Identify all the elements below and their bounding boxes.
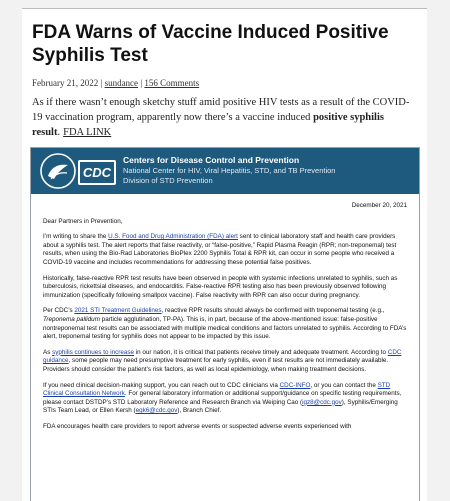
fda-alert-link[interactable]: U.S. Food and Drug Administration (FDA) alert	[108, 233, 238, 241]
text: If you need clinical decision-making support, you can reach out to CDC clinicians via	[43, 381, 280, 389]
cdc-guidance-link[interactable]: CDC guidance	[43, 348, 402, 365]
article-intro	[32, 95, 417, 140]
banner-division: Division of STD Prevention	[123, 176, 213, 185]
text: As	[43, 348, 53, 356]
fda-link[interactable]: FDA LINK	[63, 127, 112, 138]
text: in our nation, it is critical that patients receive timely and adequate treatment. According to	[134, 348, 388, 356]
text: I’m writing to share the	[43, 233, 109, 241]
letter-paragraph-4	[43, 349, 407, 375]
letter-paragraph-1	[43, 233, 407, 267]
meta-separator: |	[100, 78, 103, 88]
article-title: FDA Warns of Vaccine Induced Positive Syphilis Test	[32, 22, 389, 66]
text: ), Branch Chief.	[177, 407, 222, 415]
banner-center: National Center for HIV, Viral Hepatitis, STD, and TB Prevention	[123, 166, 336, 175]
text: , some people may need presumptive treatment for early syphilis, even if test results are not immediately available. Providers should consider the patient’s risk factors, as well as local epidemiology, when making treatment decisions.	[43, 357, 389, 373]
text: sent to clinical laboratory staff and health care providers about a syphilis test. The alert reports that false reactivity, or “false-positive,” Rapid Plasma Reagin (RPR; non-treponemal) test results, when using the Bio-Rad Laboratories BioPlex 2200 Syphilis Total & RPR kit, can occur in some people who received a COVID-19 vaccine and includes recommendations for addressing these potential false positives.	[43, 233, 397, 266]
text: Per CDC’s	[43, 307, 75, 315]
email-link-cao[interactable]: igz8@cdc.gov	[302, 398, 342, 406]
text: , reactive RPR results should always be confirmed with treponemal testing (e.g.,	[161, 307, 385, 315]
letter-greeting: Dear Partners in Prevention,	[43, 217, 123, 225]
intro-bold: positive syphilis result	[32, 112, 384, 138]
letter-body	[43, 202, 407, 438]
letter-paragraph-3	[43, 307, 407, 341]
article-meta	[32, 78, 199, 88]
banner-text	[123, 155, 413, 186]
text: particle agglutination, TP-PA). This is, in part, because of the above-mentioned issue: false-positive nontreponemal test results can be associated with multiple medical conditions and factors unrelated to syphilis. According to FDA’s alert, treponemal testing for syphilis does not appear to be impacted by this issue.	[43, 315, 407, 341]
comments-link[interactable]: 156 Comments	[144, 78, 200, 88]
letter-paragraph-2: Historically, false-reactive RPR test results have been observed in people with systemic infections unrelated to syphilis, such as tuberculosis, rickettsial diseases, and endocarditis. False-reactive RPR testing also has been previously observed following immunization (specifically following smallpox vaccine). False reactivity with RPR can also occur during pregnancy.	[43, 274, 398, 299]
syphilis-increase-link[interactable]: syphilis continues to increase	[52, 348, 135, 356]
cdc-letter-image	[30, 147, 420, 501]
email-link-kersh[interactable]: egk6@cdc.gov	[135, 407, 178, 415]
letter-paragraph-6: FDA encourages health care providers to report adverse events or suspected adverse events experienced with	[43, 422, 352, 430]
article-date: February 21, 2022	[32, 78, 99, 88]
letter-date: December 20, 2021	[351, 202, 407, 209]
cdc-info-link[interactable]: CDC-INFO	[279, 381, 311, 389]
meta-separator: |	[140, 78, 143, 88]
text: , or you can contact the	[310, 381, 378, 389]
species-name: Treponema pallidum	[43, 315, 100, 323]
letter-paragraph-5	[43, 382, 407, 416]
consultation-network-link[interactable]: STD Clinical Consultation Network	[43, 381, 391, 398]
intro-end: .	[57, 127, 61, 138]
text: . For general laboratory information or additional support/guidance on specific testing requirements, please contact DSTDP’s STD Laboratory Reference and Research Branch via Weiping Cao (	[43, 390, 402, 406]
cdc-logo: CDC	[78, 160, 116, 185]
sti-guidelines-link[interactable]: 2021 STI Treatment Guidelines	[74, 307, 162, 315]
author-link[interactable]: sundance	[104, 78, 139, 88]
cdc-banner	[31, 148, 419, 194]
article-card	[22, 8, 427, 501]
text: ), Syphilis/Emerging STIs Team Lead, or Ellen Kersh (	[43, 398, 398, 415]
banner-org: Centers for Disease Control and Prevention	[123, 155, 300, 165]
hhs-seal-icon	[39, 152, 77, 190]
intro-text: As if there wasn’t enough sketchy stuff amid positive HIV tests as a result of the COVID-19 vaccination program, apparently now there’s a vaccine induced	[32, 97, 410, 123]
